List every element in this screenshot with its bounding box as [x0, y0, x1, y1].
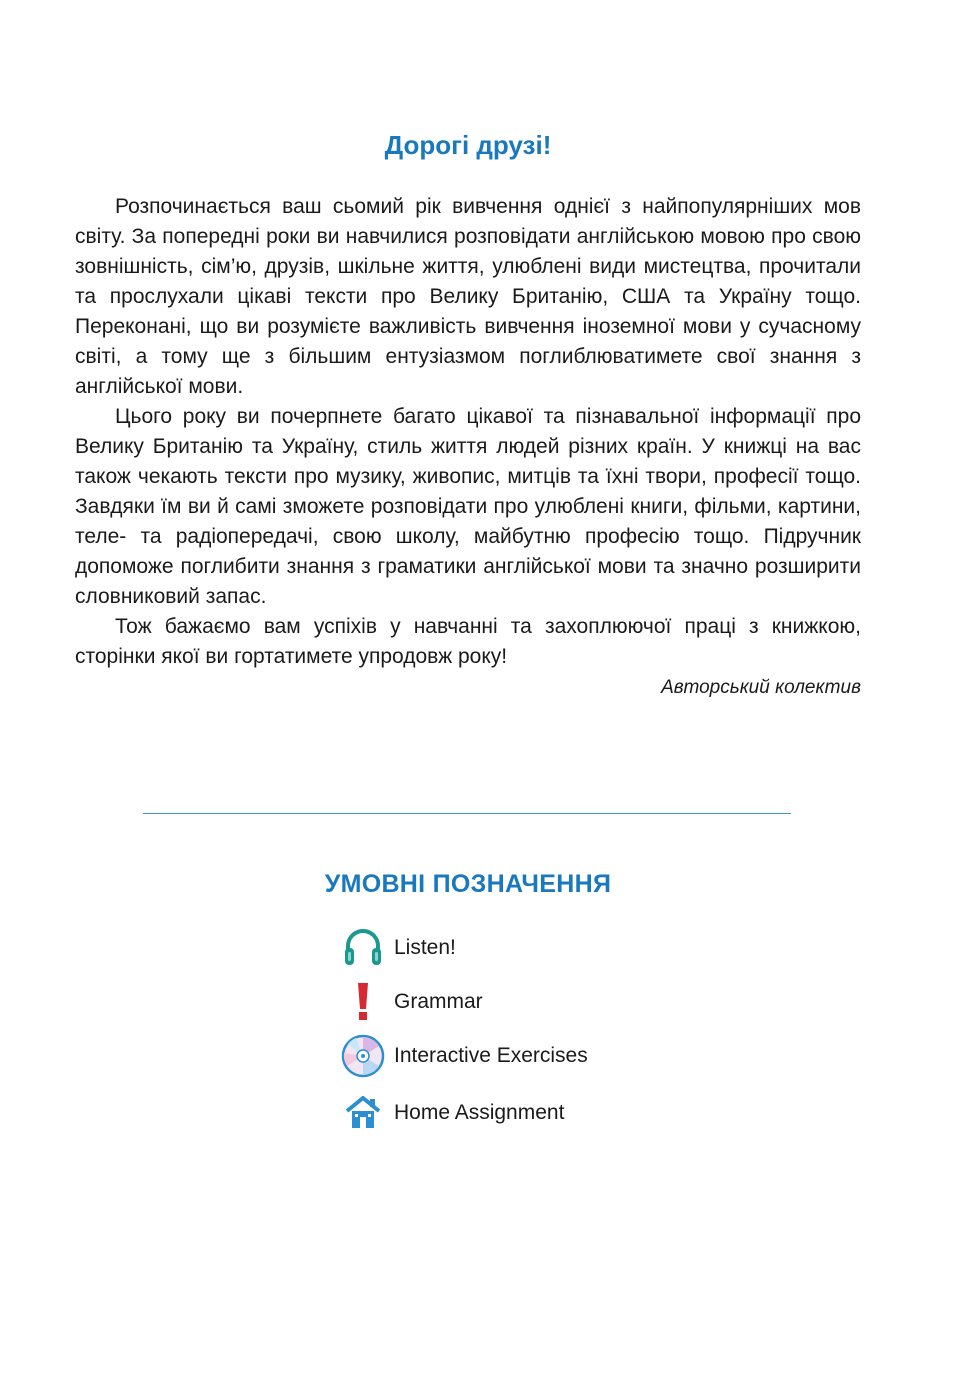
page-heading: Дорогі друзі!: [384, 130, 552, 160]
house-icon: [340, 1091, 386, 1135]
legend-item-interactive: [340, 1034, 588, 1078]
disc-icon: [340, 1034, 386, 1078]
legend-item-listen: [340, 926, 456, 970]
legend-label-home: Home Assignment: [394, 1101, 565, 1124]
paragraph-1: Розпочинається ваш сьомий рік вивчення однієї з найпопулярніших мов світу. За попередні роки ви навчилися розповідати англійською мовою про свою зовнішність, сім’ю, друзів, шкільне життя, улюблені види мистецтва, прочитали та прослухали цікаві тексти про Велику Британію, США та Україну тощо. Переконані, що ви розумієте важливість вивчення іноземної мови у сучасному світі, а тому ще з більшим ентузіазмом поглиблюватимете свої знання з англійської мови.: [75, 195, 861, 398]
exclamation-icon: [340, 980, 386, 1024]
letter-body: [75, 192, 861, 702]
paragraph-3: Тож бажаємо вам успіхів у навчанні та захоплюючої праці з книжкою, сторінки якої ви гортатимете упродовж року!: [75, 615, 861, 668]
legend-label-grammar: Grammar: [394, 990, 483, 1013]
section-divider: [143, 813, 791, 814]
signature: Авторський колектив: [661, 677, 861, 698]
legend-title: УМОВНІ ПОЗНАЧЕННЯ: [324, 870, 612, 898]
headphones-icon: [340, 926, 386, 970]
paragraph-2: Цього року ви почерпнете багато цікавої та пізнавальної інформації про Велику Британію та Україну, стиль життя людей різних країн. У книжці на вас також чекають тексти про музику, живопис, митців та їхні твори, професії тощо. Завдяки їм ви й самі зможете розповідати про улюблені книги, фільми, картини, теле- та радіопередачі, свою школу, майбутню професію тощо. Підручник допоможе поглибити знання з граматики англійської мови та значно розширити словниковий запас.: [75, 405, 861, 608]
legend-label-interactive: Interactive Exercises: [394, 1044, 588, 1067]
legend-item-home: [340, 1091, 564, 1135]
legend-item-grammar: [340, 980, 483, 1024]
legend-label-listen: Listen!: [394, 936, 456, 959]
